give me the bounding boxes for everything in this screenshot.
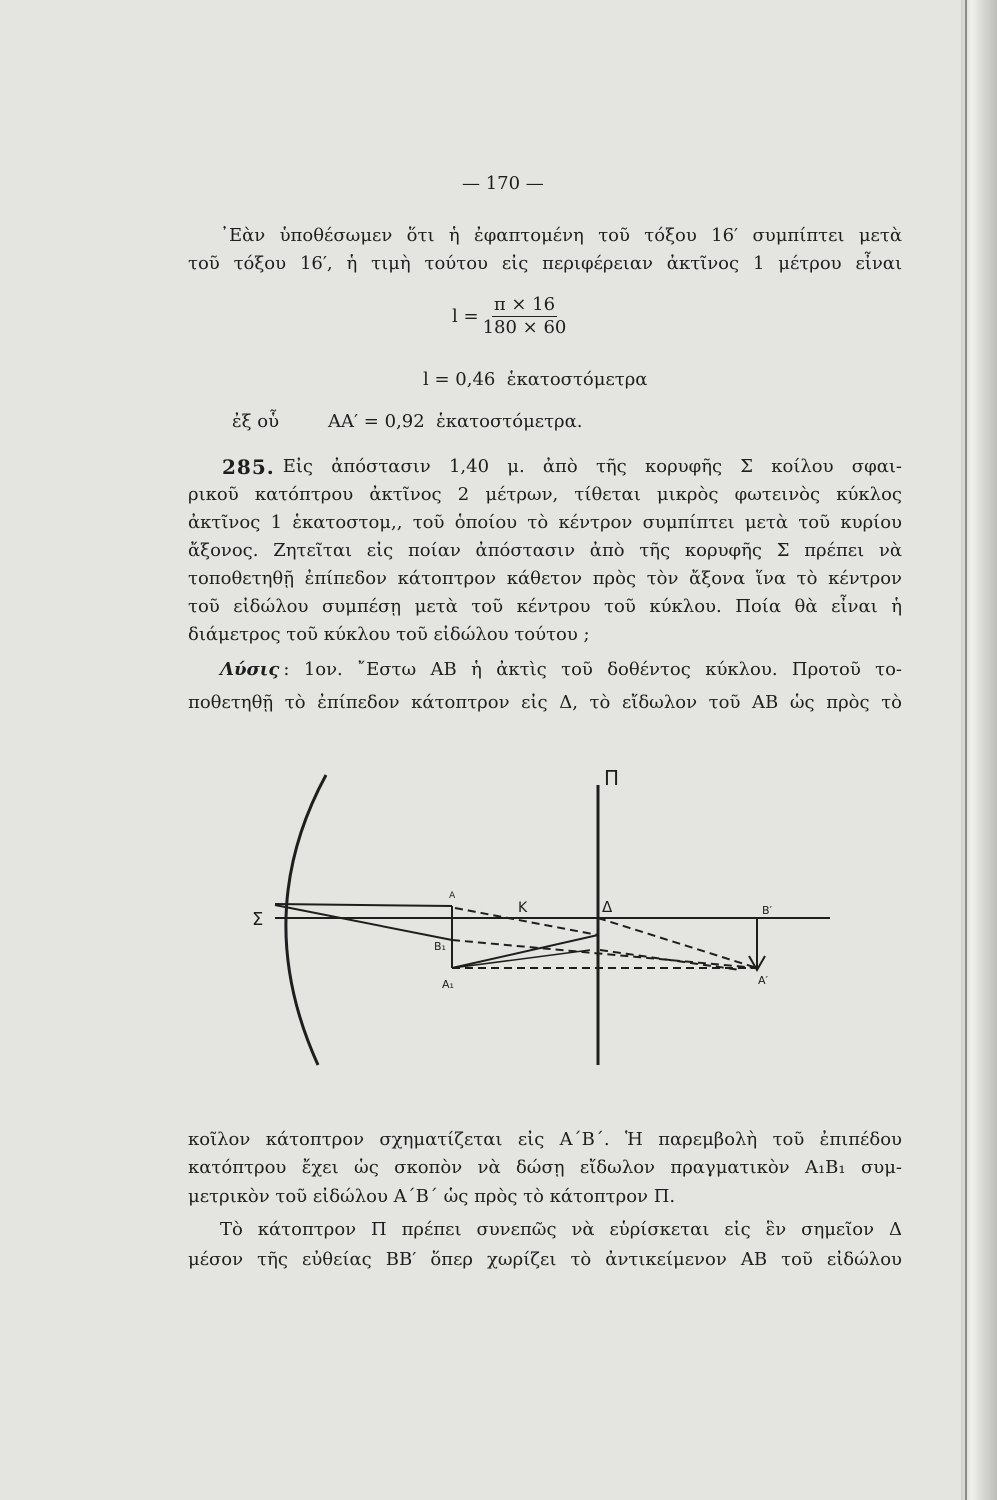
- label-b-prime: B′: [762, 904, 773, 917]
- formula-numerator: π × 16: [493, 294, 556, 315]
- label-pi: Π: [604, 766, 620, 790]
- concave-mirror: [286, 775, 326, 1065]
- problem-line: διάμετρος τοῦ κύκλου τοῦ εἰδώλου τούτου ;: [188, 624, 590, 645]
- label-a-prime: A′: [758, 974, 769, 987]
- problem-text: Εἰς ἀπόστασιν 1,40 μ. ἀπὸ τῆς κορυφῆς Σ κοίλου σφαι-: [282, 456, 902, 477]
- final-line: Τὸ κάτοπτρον Π πρέπει συνεπῶς νὰ εὑρίσκεται εἰς ἓν σημεῖον Δ: [220, 1219, 902, 1240]
- problem-line: τοῦ εἰδώλου συμπέσῃ μετὰ τοῦ κέντρου τοῦ κύκλου. Ποία θὰ εἶναι ἡ: [188, 596, 902, 617]
- problem-line: ἄξονος. Ζητεῖται εἰς ποίαν ἀπόστασιν ἀπὸ τῆς κορυφῆς Σ πρέπει νὰ: [188, 540, 902, 561]
- intro-line-1: ᾿Εὰν ὑποθέσωμεν ὅτι ἡ ἐφαπτομένη τοῦ τόξου 16′ συμπίπτει μετὰ: [220, 225, 902, 246]
- result-2-prefix: ἐξ οὗ: [232, 411, 280, 432]
- problem-line: ἀκτῖνος 1 ἑκατοστομ,, τοῦ ὁποίου τὸ κέντρον συμπίπτει μετὰ τοῦ κυρίου: [188, 512, 902, 533]
- intro-line-2: τοῦ τόξου 16′, ἡ τιμὴ τούτου εἰς περιφέρειαν ἀκτῖνος 1 μέτρου εἶναι: [188, 253, 902, 274]
- ray-line: [275, 905, 452, 940]
- problem-number: 285.: [222, 455, 275, 479]
- label-k: K: [518, 900, 528, 916]
- problem-line: τοποθετηθῇ ἐπίπεδον κάτοπτρον κάθετον πρὸς τὸν ἄξονα ἵνα τὸ κέντρον: [188, 568, 902, 589]
- formula-lhs: l =: [452, 306, 479, 327]
- continuation-line: κοῖλον κάτοπτρον σχηματίζεται εἰς Α΄Β΄. Ἡ παρεμβολὴ τοῦ ἐπιπέδου: [188, 1129, 902, 1150]
- problem-line: ρικοῦ κατόπτρου ἀκτῖνος 2 μέτρων, τίθεται μικρὸς φωτεινὸς κύκλος: [188, 484, 902, 505]
- page-number: — 170 —: [462, 173, 544, 194]
- solution-label: Λύσις: [220, 659, 280, 680]
- result-1: l = 0,46 ἑκατοστόμετρα: [423, 369, 648, 390]
- label-b1: B₁: [434, 940, 446, 953]
- label-delta: Δ: [602, 898, 613, 916]
- continuation-line: κατόπτρου ἔχει ὡς σκοπὸν νὰ δώσῃ εἴδωλον πραγματικὸν Α₁Β₁ συμ-: [188, 1157, 902, 1178]
- formula-denominator: 180 × 60: [482, 317, 567, 338]
- ray-line: [275, 904, 452, 906]
- label-sigma: Σ: [252, 909, 264, 930]
- result-2-value: AA′ = 0,92 ἑκατοστόμετρα.: [328, 411, 583, 432]
- label-a: A: [449, 891, 456, 901]
- final-line: μέσον τῆς εὐθείας ΒΒ′ ὅπερ χωρίζει τὸ ἀντικείμενον ΑΒ τοῦ εἰδώλου: [188, 1249, 902, 1270]
- solution-text: : 1ον. ῎Εστω ΑΒ ἡ ἀκτὶς τοῦ δοθέντος κύκλου. Προτοῦ το-: [283, 659, 902, 680]
- solution-line-2: ποθετηθῇ τὸ ἐπίπεδον κάτοπτρον εἰς Δ, τὸ εἴδωλον τοῦ ΑΒ ὡς πρὸς τὸ: [188, 692, 902, 713]
- continuation-line: μετρικὸν τοῦ εἰδώλου Α΄Β΄ ὡς πρὸς τὸ κάτοπτρον Π.: [188, 1186, 676, 1207]
- label-a1: A₁: [442, 978, 454, 991]
